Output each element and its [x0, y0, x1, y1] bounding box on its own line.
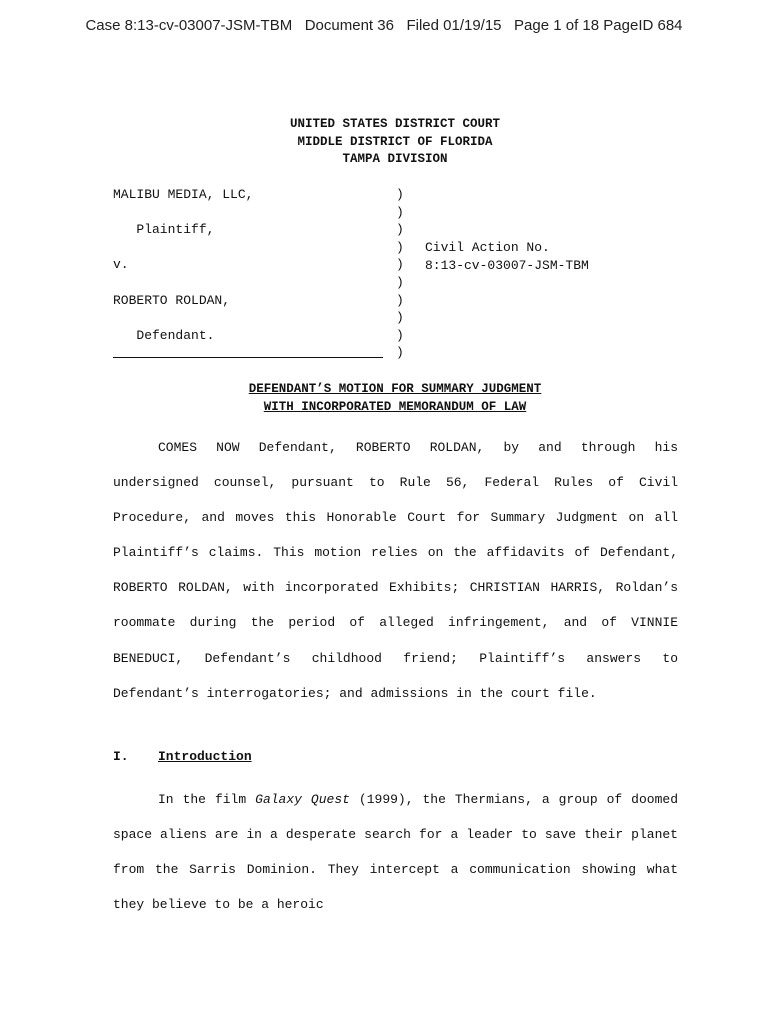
motion-body: [113, 430, 678, 711]
header-document: Document 36: [304, 17, 394, 34]
paren: ): [396, 274, 404, 290]
paren: ): [396, 327, 404, 343]
court-line-1: UNITED STATES DISTRICT COURT: [289, 117, 501, 131]
civil-action-block: [425, 239, 589, 274]
introduction-paragraph: [113, 782, 678, 922]
header-filed: Filed 01/19/15: [406, 17, 502, 34]
case-number: 8:13-cv-03007-JSM-TBM: [425, 257, 589, 273]
motion-title-line-1: DEFENDANT’S MOTION FOR SUMMARY JUDGMENT: [248, 382, 542, 396]
court-heading: [0, 116, 768, 169]
plaintiff-name: MALIBU MEDIA, LLC,: [113, 187, 254, 202]
defendant-role: Defendant.: [136, 327, 215, 343]
court-line-3: TAMPA DIVISION: [342, 152, 448, 166]
defendant-name: ROBERTO ROLDAN,: [113, 292, 231, 308]
paren: ): [396, 204, 404, 220]
caption-divider: [113, 357, 383, 358]
motion-paragraph: COMES NOW Defendant, ROBERTO ROLDAN, by and through his undersigned counsel, pursuant to Rule 56, Federal Rules of Civil Procedure, and moves this Honorable Court for Summary Judgment on all Plaintiff’s claims. This motion relies on the affidavits of Defendant, ROBERTO ROLDAN, with incorporated Exhibits; CHRISTIAN HARRIS, Roldan’s roommate during the period of alleged infringement, and of VINNIE BENEDUCI, Defendant’s childhood friend; Plaintiff’s answers to Defendant’s interrogatories; and admissions in the court file.: [113, 440, 678, 701]
section-number: I.: [113, 749, 129, 764]
court-line-2: MIDDLE DISTRICT OF FLORIDA: [297, 134, 493, 149]
versus: v.: [113, 257, 129, 273]
paren: ): [396, 292, 404, 308]
intro-lead: In the film: [158, 792, 256, 807]
case-caption-parties: [113, 186, 253, 344]
caption-parentheses: [396, 186, 404, 362]
civil-action-label: Civil Action No.: [425, 240, 550, 255]
paren: ): [396, 239, 404, 255]
header-case: Case 8:13-cv-03007-JSM-TBM: [85, 17, 293, 34]
motion-title-line-2: WITH INCORPORATED MEMORANDUM OF LAW: [263, 400, 527, 414]
filing-header: [0, 17, 768, 34]
section-title: Introduction: [158, 749, 252, 764]
paren: ): [396, 222, 404, 238]
paren: ): [396, 187, 404, 202]
section-heading: [113, 747, 252, 767]
paren: ): [396, 345, 404, 361]
motion-title: [0, 380, 768, 416]
paren: ): [396, 310, 404, 326]
paren: ): [396, 257, 404, 273]
header-page: Page 1 of 18 PageID 684: [514, 17, 683, 34]
film-title: Galaxy Quest: [255, 792, 350, 807]
plaintiff-role: Plaintiff,: [136, 222, 215, 238]
intro-rest: (1999), the Thermians, a group of doomed space aliens are in a desperate search for a leader to save their planet from the Sarris Dominion. They intercept a communication showing what they believe to be a heroic: [113, 792, 678, 913]
introduction-body: [113, 782, 678, 922]
